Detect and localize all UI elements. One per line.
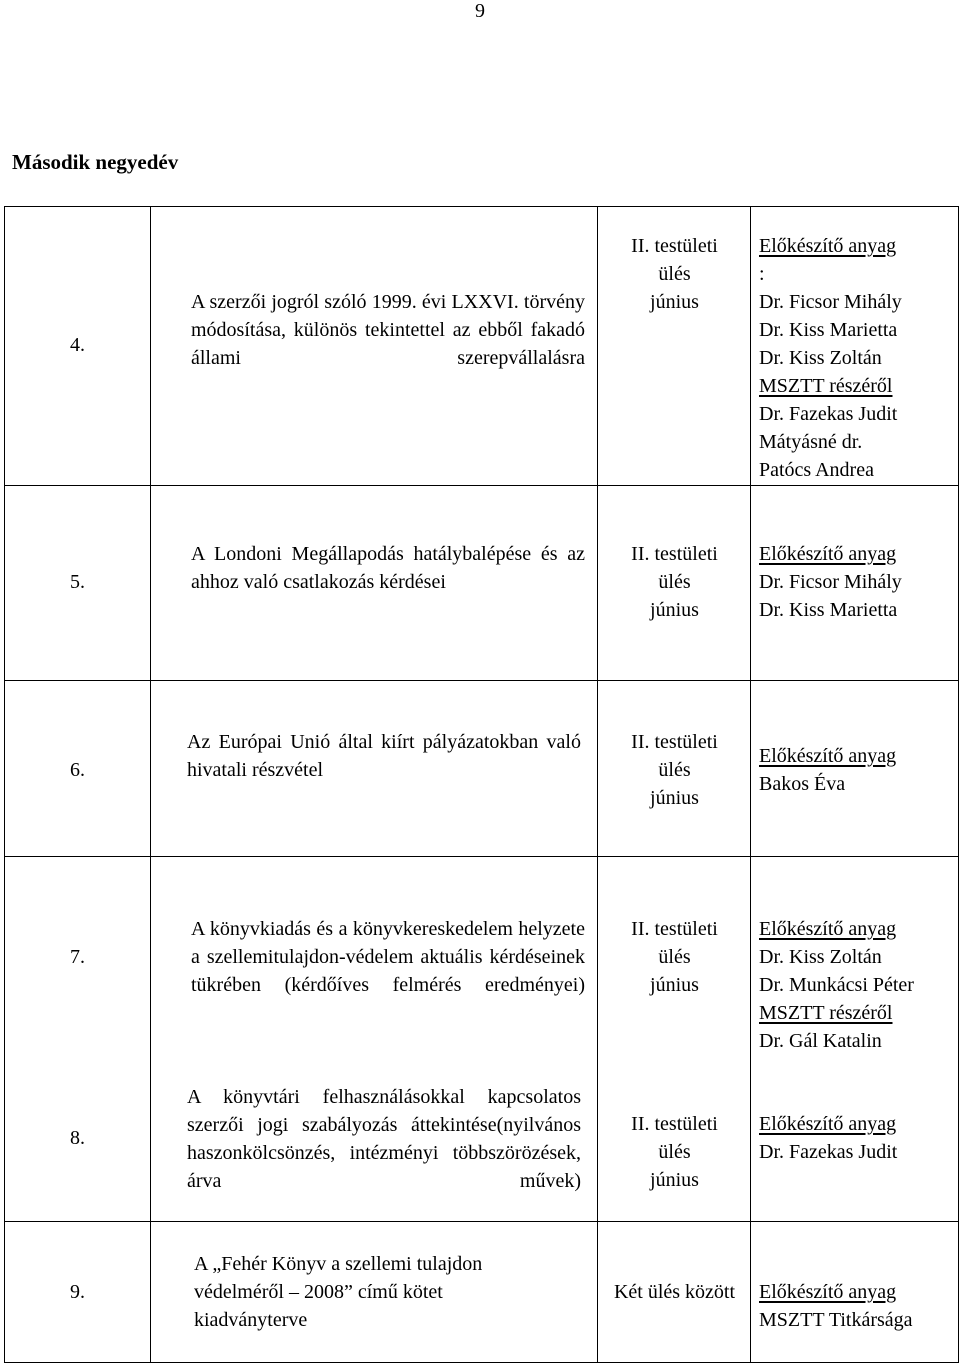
table-row-group <box>4 857 959 1222</box>
row-description: A szerzői jogról szóló 1999. évi LXXVI. törvény módosítása, különös tekintettel az ebből fakadó állami szerepvállalásra <box>191 291 585 369</box>
table-row <box>4 681 959 857</box>
row-description: A könyvtári felhasználásokkal kapcsolatos szerzői jogi szabályozás áttekintése(nyilvános haszonkölcsönzés, intézményi többszörözések, árva művek) <box>187 1086 581 1192</box>
row-number: 5. <box>70 571 85 593</box>
prep-label: Előkészítő anyag <box>759 543 897 565</box>
row-time: II. testületi ülés június <box>631 543 718 621</box>
row-preparers: Előkészítő anyag : Dr. Ficsor Mihály Dr. Kiss Marietta Dr. Kiss Zoltán MSZTT részéről Dr. Fazekas Judit Mátyásné dr. Patócs Andrea <box>759 232 959 484</box>
page-number: 9 <box>475 0 485 22</box>
row-description: A Londoni Megállapodás hatálybalépése és az ahhoz való csatlakozás kérdései <box>191 543 585 593</box>
section-title: Második negyedév <box>12 150 179 174</box>
row-number: 9. <box>70 1281 85 1303</box>
prep-label: Előkészítő anyag <box>759 235 897 257</box>
row-description: A könyvkiadás és a könyvkereskedelem helyzete a szellemitulajdon-védelem aktuális kérdéseinek tükrében (kérdőíves felmérés eredményei) <box>191 918 585 996</box>
row-preparers: Előkészítő anyag Dr. Fazekas Judit <box>759 1110 959 1166</box>
row-preparers: Előkészítő anyag MSZTT Titkársága <box>759 1278 959 1334</box>
row-preparers: Előkészítő anyag Bakos Éva <box>759 742 959 798</box>
prep-label: Előkészítő anyag <box>759 1281 897 1303</box>
row-time: II. testületi ülés június <box>631 918 718 996</box>
row-number: 4. <box>70 334 85 356</box>
row-preparers: Előkészítő anyag Dr. Ficsor Mihály Dr. Kiss Marietta <box>759 540 959 624</box>
table-row <box>4 486 959 681</box>
prep-label: Előkészítő anyag <box>759 1113 897 1135</box>
table-cell-number <box>4 857 151 1222</box>
row-preparers: Előkészítő anyag Dr. Kiss Zoltán Dr. Munkácsi Péter MSZTT részéről Dr. Gál Katalin <box>759 915 959 1055</box>
row-number: 8. <box>70 1127 85 1149</box>
row-time: II. testületi ülés június <box>631 1113 718 1191</box>
table-row <box>4 1222 959 1363</box>
prep-label: Előkészítő anyag <box>759 918 897 940</box>
row-description: A „Fehér Könyv a szellemi tulajdon védelméről – 2008” című kötet kiadványterve <box>194 1253 483 1331</box>
prep-label: Előkészítő anyag <box>759 745 897 767</box>
row-number: 6. <box>70 759 85 781</box>
table-row <box>4 206 959 486</box>
row-time: II. testületi ülés június <box>631 235 718 313</box>
row-time: II. testületi ülés június <box>631 731 718 809</box>
row-time: Két ülés között <box>613 1281 736 1303</box>
row-number: 7. <box>70 946 85 968</box>
row-description: Az Európai Unió által kiírt pályázatokban való hivatali részvétel <box>187 731 581 781</box>
